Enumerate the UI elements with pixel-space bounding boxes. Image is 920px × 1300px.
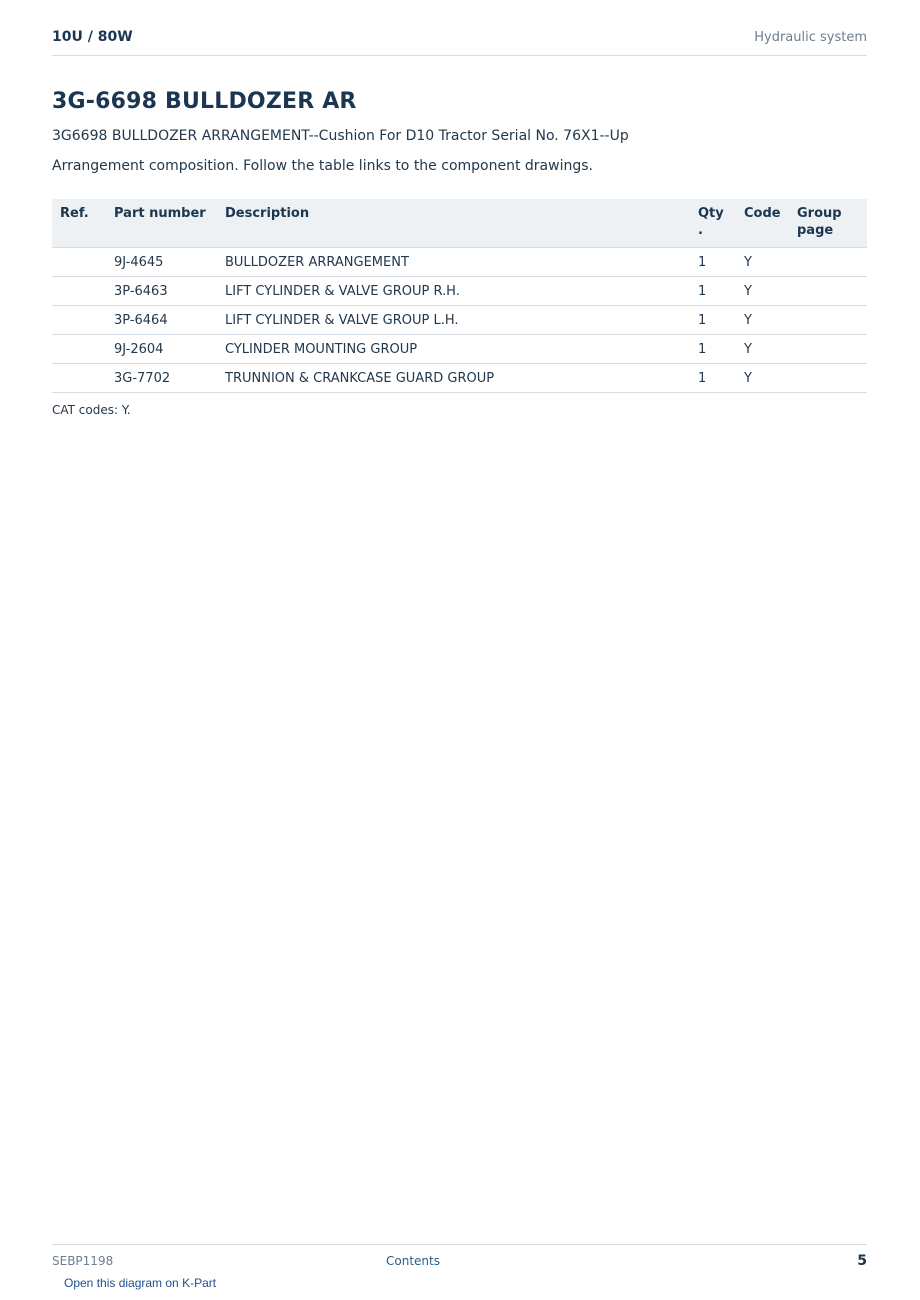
page-title: 3G-6698 BULLDOZER AR bbox=[52, 89, 357, 114]
group-page-header-line2: page bbox=[797, 223, 834, 238]
group-page-cell bbox=[793, 364, 867, 393]
code-cell: Y bbox=[740, 364, 793, 393]
description-cell: TRUNNION & CRANKCASE GUARD GROUP bbox=[221, 364, 694, 393]
part-number-cell[interactable]: 9J-4645 bbox=[110, 248, 221, 277]
table-row[interactable] bbox=[52, 364, 867, 393]
code-cell: Y bbox=[740, 248, 793, 277]
ref-cell bbox=[52, 335, 110, 364]
table-row[interactable] bbox=[52, 277, 867, 306]
qty-column-header bbox=[694, 199, 740, 248]
cat-codes-note: CAT codes: Y. bbox=[52, 403, 131, 417]
qty-cell: 1 bbox=[694, 306, 740, 335]
table-row[interactable] bbox=[52, 248, 867, 277]
group-page-cell bbox=[793, 306, 867, 335]
ref-cell bbox=[52, 248, 110, 277]
code-cell: Y bbox=[740, 277, 793, 306]
part-number-cell[interactable]: 3P-6463 bbox=[110, 277, 221, 306]
table-row[interactable] bbox=[52, 306, 867, 335]
ref-cell bbox=[52, 364, 110, 393]
open-kpart-link[interactable]: Open this diagram on K-Part bbox=[64, 1276, 217, 1290]
document-id: SEBP1198 bbox=[52, 1254, 114, 1268]
intro-text: Arrangement composition. Follow the table links to the component drawings. bbox=[52, 158, 593, 174]
ref-cell bbox=[52, 306, 110, 335]
group-page-cell bbox=[793, 248, 867, 277]
group-page-header-line1: Group bbox=[797, 206, 842, 221]
part-number-column-header: Part number bbox=[110, 199, 221, 248]
part-number-cell[interactable]: 3P-6464 bbox=[110, 306, 221, 335]
description-cell: CYLINDER MOUNTING GROUP bbox=[221, 335, 694, 364]
parts-table bbox=[52, 199, 867, 393]
table-row[interactable] bbox=[52, 335, 867, 364]
part-number-cell[interactable]: 9J-2604 bbox=[110, 335, 221, 364]
qty-cell: 1 bbox=[694, 248, 740, 277]
group-page-cell bbox=[793, 277, 867, 306]
page-number: 5 bbox=[857, 1253, 867, 1269]
code-column-header: Code bbox=[740, 199, 793, 248]
qty-header-line1: Qty bbox=[698, 206, 724, 221]
description-cell: LIFT CYLINDER & VALVE GROUP R.H. bbox=[221, 277, 694, 306]
code-cell: Y bbox=[740, 335, 793, 364]
qty-header-line2: . bbox=[698, 223, 703, 238]
group-page-column-header bbox=[793, 199, 867, 248]
page-header bbox=[52, 29, 867, 56]
ref-cell bbox=[52, 277, 110, 306]
contents-link[interactable]: Contents bbox=[386, 1254, 440, 1268]
qty-cell: 1 bbox=[694, 364, 740, 393]
part-number-cell[interactable]: 3G-7702 bbox=[110, 364, 221, 393]
ref-column-header: Ref. bbox=[52, 199, 110, 248]
description-cell: BULLDOZER ARRANGEMENT bbox=[221, 248, 694, 277]
section-label: Hydraulic system bbox=[754, 30, 867, 45]
qty-cell: 1 bbox=[694, 335, 740, 364]
code-cell: Y bbox=[740, 306, 793, 335]
page-footer bbox=[52, 1244, 867, 1269]
arrangement-subtitle: 3G6698 BULLDOZER ARRANGEMENT--Cushion For D10 Tractor Serial No. 76X1--Up bbox=[52, 128, 629, 144]
group-page-cell bbox=[793, 335, 867, 364]
table-header-row bbox=[52, 199, 867, 248]
qty-cell: 1 bbox=[694, 277, 740, 306]
description-column-header: Description bbox=[221, 199, 694, 248]
model-label: 10U / 80W bbox=[52, 29, 133, 45]
description-cell: LIFT CYLINDER & VALVE GROUP L.H. bbox=[221, 306, 694, 335]
